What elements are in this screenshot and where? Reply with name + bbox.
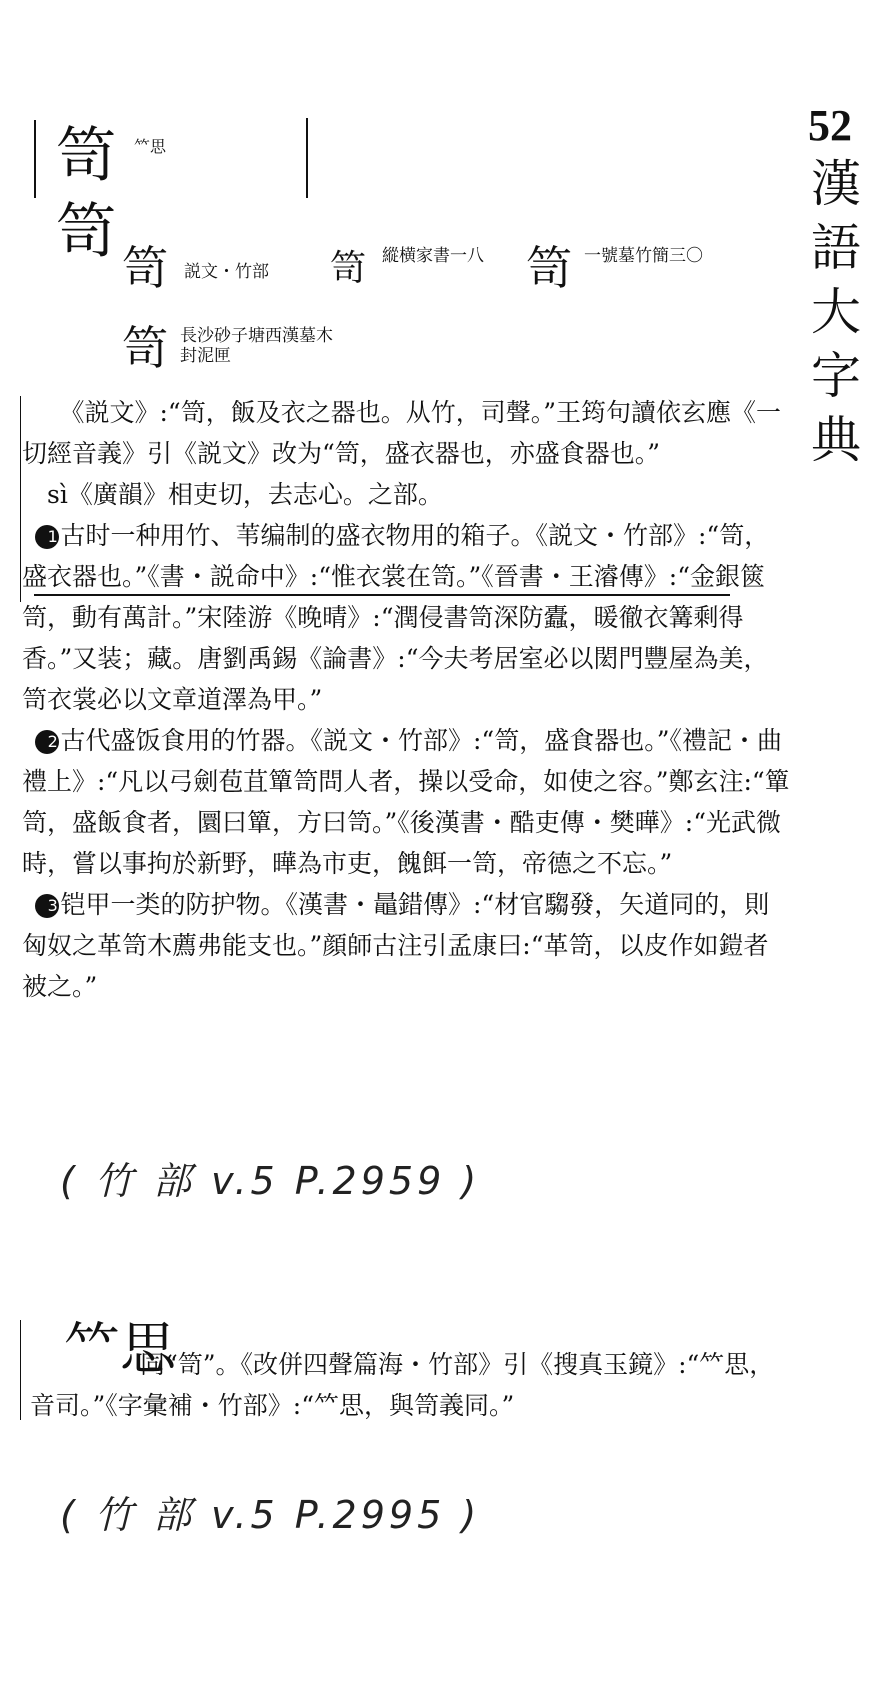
entry-head-char: 笥 — [56, 121, 116, 191]
form-source: 一號墓竹簡三〇 — [584, 246, 703, 266]
sense-text: 铠甲一类的防护物。《漢書・鼂錯傳》:“材官騶發，矢道同的，則匈奴之革笥木薦弗能支也。”顔師古注引孟康曰:“革笥，以皮作如鎧者被之。” — [22, 890, 770, 1001]
sense-text: 古代盛饭食用的竹器。《説文・竹部》:“笥，盛食器也。”《禮記・曲禮上》:“凡以弓劍苞苴簞笥問人者，操以受命，如使之容。”鄭玄注:“簞笥，盛飯食者，圜曰簞，方曰笥。”《後漢書・酷吏傳・樊曄》:“光武微時，嘗以事拘於新野，曄為市吏，餽餌一笥，帝德之不忘。” — [22, 726, 790, 878]
handwritten-reference: ( 竹 部 v.5 P.2995 ) — [60, 1493, 481, 1537]
form-source: 縱横家書一八 — [382, 246, 484, 266]
dictionary-title — [806, 152, 866, 472]
sense-1 — [22, 515, 792, 720]
title-char: 字 — [811, 347, 861, 405]
entry2-head-char: 𥫗思 — [64, 1317, 176, 1382]
form-glyph: 笥 — [122, 241, 168, 295]
body-divider-rule — [34, 594, 730, 596]
sense-text: 古时一种用竹、苇编制的盛衣物用的箱子。《説文・竹部》:“笥，盛衣器也。”《書・説命中》:“惟衣裳在笥。”《晉書・王濬傳》:“金銀篋笥，動有萬計。”宋陸游《晚晴》:“潤侵書笥深防蠹，暖徹衣篝剩得香。”又装；藏。唐劉禹錫《論書》:“今夫考居室必以閎門豐屋為美，笥衣裳必以文章道澤為甲。” — [22, 521, 770, 714]
head-box-left-rule — [34, 120, 36, 198]
entry2-left-rule — [20, 1320, 21, 1420]
entry-head-char-repeat: 笥 — [56, 197, 116, 267]
pronunciation-paragraph: sì《廣韻》相吏切，去志心。之部。 — [47, 480, 443, 509]
body-left-rule — [20, 396, 21, 602]
entry2-body: 同“笥”。《改併四聲篇海・竹部》引《搜真玉鏡》:“𥫗思，音司。”《字彙補・竹部》:“𥫗思，與笥義同。” — [30, 1350, 775, 1420]
handwritten-reference: ( 竹 部 v.5 P.2959 ) — [60, 1159, 481, 1203]
form-source: 長沙砂子塘西漢墓木封泥匣 — [180, 326, 333, 366]
variant-note: 𥫗思 — [134, 137, 167, 156]
sense-3 — [22, 884, 792, 1007]
entry-body — [22, 392, 792, 1007]
sense-number-badge: 1 — [35, 525, 59, 549]
sense-number-badge: 3 — [35, 894, 59, 918]
form-glyph: 笥 — [122, 321, 168, 375]
title-char: 漢 — [811, 155, 861, 213]
title-char: 語 — [811, 219, 861, 277]
etymology-paragraph: 《説文》:“笥，飯及衣之器也。从竹，司聲。”王筠句讀依玄應《一切經音義》引《説文》改为“笥，盛衣器也，亦盛食器也。” — [22, 398, 781, 468]
form-glyph: 笥 — [526, 241, 572, 295]
head-box-right-rule — [306, 118, 308, 198]
sense-2 — [22, 720, 792, 884]
page-number: 52 — [808, 101, 852, 150]
form-glyph: 笥 — [330, 248, 367, 289]
title-char: 典 — [811, 411, 861, 469]
title-char: 大 — [811, 283, 861, 341]
sense-number-badge: 2 — [35, 730, 59, 754]
form-source: 説文・竹部 — [184, 262, 269, 282]
